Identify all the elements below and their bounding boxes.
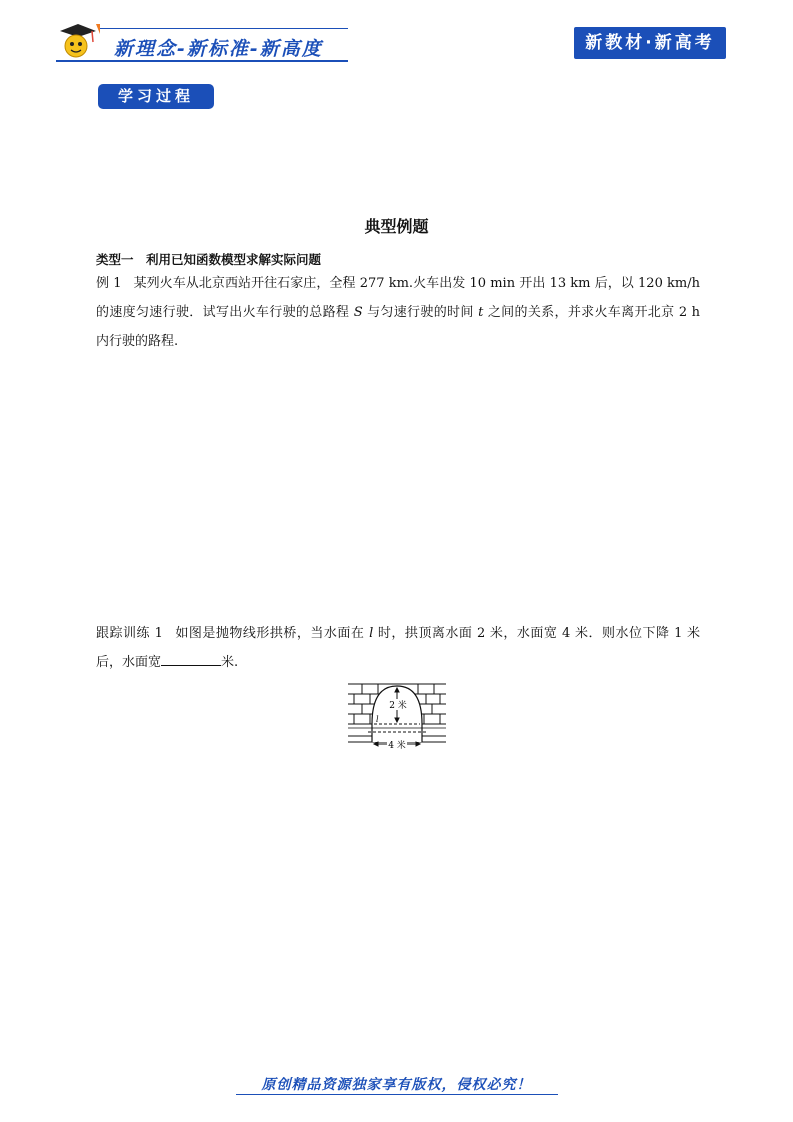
header-rule-top bbox=[100, 28, 348, 29]
var-s: S bbox=[353, 305, 363, 320]
arch-bridge-figure bbox=[348, 680, 446, 752]
example-text-a: 某列火车从北京西站开往石家庄，全程 277 km.火车出发 10 min 开出 13 km 后，以 120 km/h 的速度匀速行驶．试写出火车行驶的总路程 bbox=[96, 276, 700, 320]
brand-badge: 新教材·新高考 bbox=[574, 27, 726, 59]
header-rule bbox=[56, 60, 348, 62]
answer-blank[interactable] bbox=[161, 652, 221, 666]
example-text-b: 与匀速行驶的时间 bbox=[362, 305, 479, 320]
example-1 bbox=[96, 269, 700, 356]
water-label: l bbox=[376, 715, 379, 724]
section-tab: 学习过程 bbox=[98, 84, 214, 109]
type-heading: 类型一 利用已知函数模型求解实际问题 bbox=[96, 252, 322, 267]
var-l: l bbox=[369, 626, 374, 641]
var-t: t bbox=[478, 305, 484, 320]
exercise-label: 跟踪训练 1 bbox=[96, 626, 163, 641]
mascot-logo-icon bbox=[56, 22, 100, 62]
exercise-text-a: 如图是抛物线形拱桥，当水面在 bbox=[174, 626, 370, 641]
footer-rule bbox=[236, 1094, 558, 1095]
header-slogan: 新理念-新标准-新高度 bbox=[114, 38, 323, 60]
copyright-footer: 原创精品资源独家享有版权，侵权必究！ bbox=[261, 1077, 532, 1093]
height-label: 2 米 bbox=[389, 701, 407, 711]
example-label: 例 1 bbox=[96, 276, 122, 291]
exercise-1 bbox=[96, 619, 700, 677]
exercise-text-b: 时，拱顶离水面 2 米，水面宽 4 米．则水位下降 1 米后，水面宽 bbox=[96, 626, 701, 670]
exercise-text-c: 米. bbox=[221, 655, 239, 670]
example-text-c: 之间的关系，并求火车离开北京 2 h 内行驶的路程. bbox=[96, 305, 701, 349]
page-header bbox=[0, 0, 793, 70]
width-label: 4 米 bbox=[388, 741, 406, 751]
section-title: 典型例题 bbox=[364, 217, 429, 236]
